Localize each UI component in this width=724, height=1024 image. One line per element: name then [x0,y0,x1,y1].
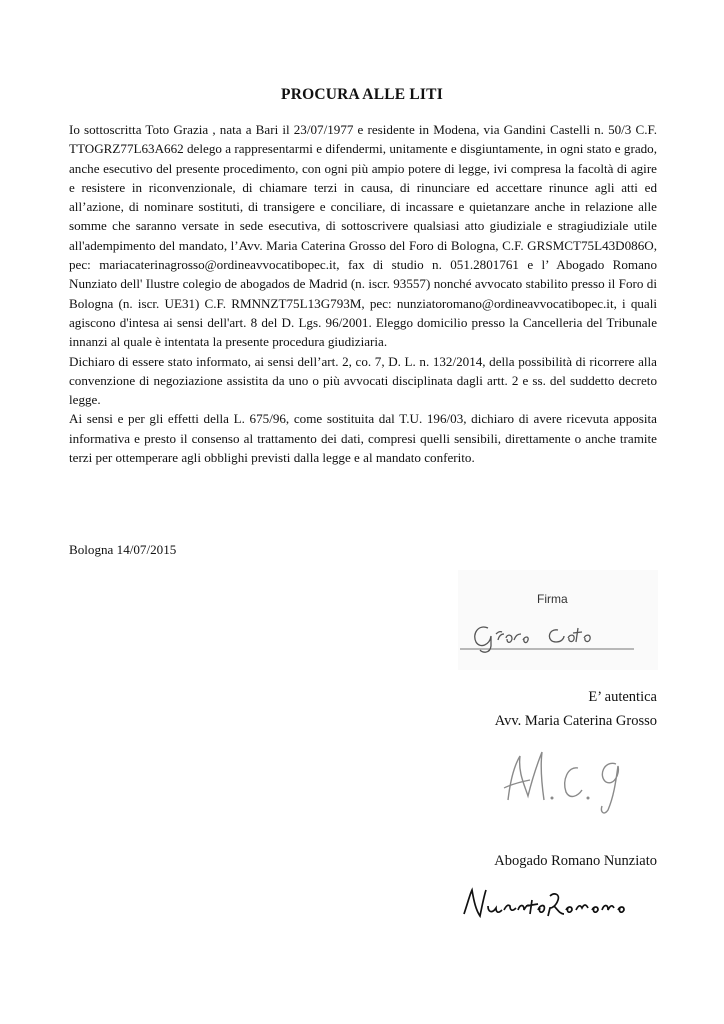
document-title: PROCURA ALLE LITI [281,86,443,103]
lawyer-mcg-signature [490,738,650,818]
firma-label: Firma [537,592,568,606]
document-body [69,120,657,467]
paragraph-negotiation: Dichiaro di essere stato informato, ai sensi dell’art. 2, co. 7, D. L. n. 132/2014, della possibilità di ricorrere alla convenzione di negoziazione assistita da uno o più avvocati disciplinata dagli artt. 2 e ss. del suddetto decreto legge. [69,353,657,408]
paragraph-mandate: Io sottoscritta Toto Grazia , nata a Bari il 23/07/1977 e residente in Modena, via Gandini Castelli n. 50/3 C.F. TTOGRZ77L63A662 delego a rappresentarmi e difendermi, unitamente e disgiuntamente, in ogni stato e grado, anche esecutivo del presente procedimento, con ogni più ampio potere di legge, ivi compresa la facoltà di agire e resistere in riconvenzionale, di chiamare terzi in causa, di rinunciare ed accettare rinunce agli atti ed all’azione, di nominare sostituti, di transigere e conciliare, di incassare e quietanzare anche in relazione alle somme che saranno versate in sede esecutiva, di sottoscrivere qualsiasi atto giudiziale e stragiudiziale utile all'adempimento del mandato, l’Avv. Maria Caterina Grosso del Foro di Bologna, C.F. GRSMCT75L43D086O, pec: mariacaterinagrosso@ordineavvocatibopec.it, fax di studio n. 051.2801761 e l’ Abogado Romano Nunziato dell' Ilustre colegio de abogados de Madrid (n. iscr. 93557) nonché avvocato stabilito presso il Foro di Bologna (n. iscr. UE31) C.F. RMNNZT75L13G793M, pec: nunziatoromano@ordineavvocatibopec.it, i quali agiscono d'intesa ai sensi dell'art. 8 del D. Lgs. 96/2001. Eleggo domicilio presso la Cancelleria del Tribunale innanzi al quale è intentata la presente procedura giudiziaria. [69,122,657,350]
abogado-name: Abogado Romano Nunziato [494,853,657,869]
lawyer-nunziato-signature [458,880,658,930]
document-date: Bologna 14/07/2015 [69,542,177,557]
authentication-text: E’ autentica [588,689,657,705]
paragraph-privacy: Ai sensi e per gli effetti della L. 675/96, come sostituita dal T.U. 196/03, dichiaro di avere ricevuta apposita informativa e presto il consenso al trattamento dei dati, compresi quelli sensibili, direttamente o anche tramite terzi per ottemperare agli obblighi previsti dalla legge e al mandato conferito. [69,411,657,466]
client-signature [460,612,640,657]
authenticating-lawyer-name: Avv. Maria Caterina Grosso [494,713,657,729]
